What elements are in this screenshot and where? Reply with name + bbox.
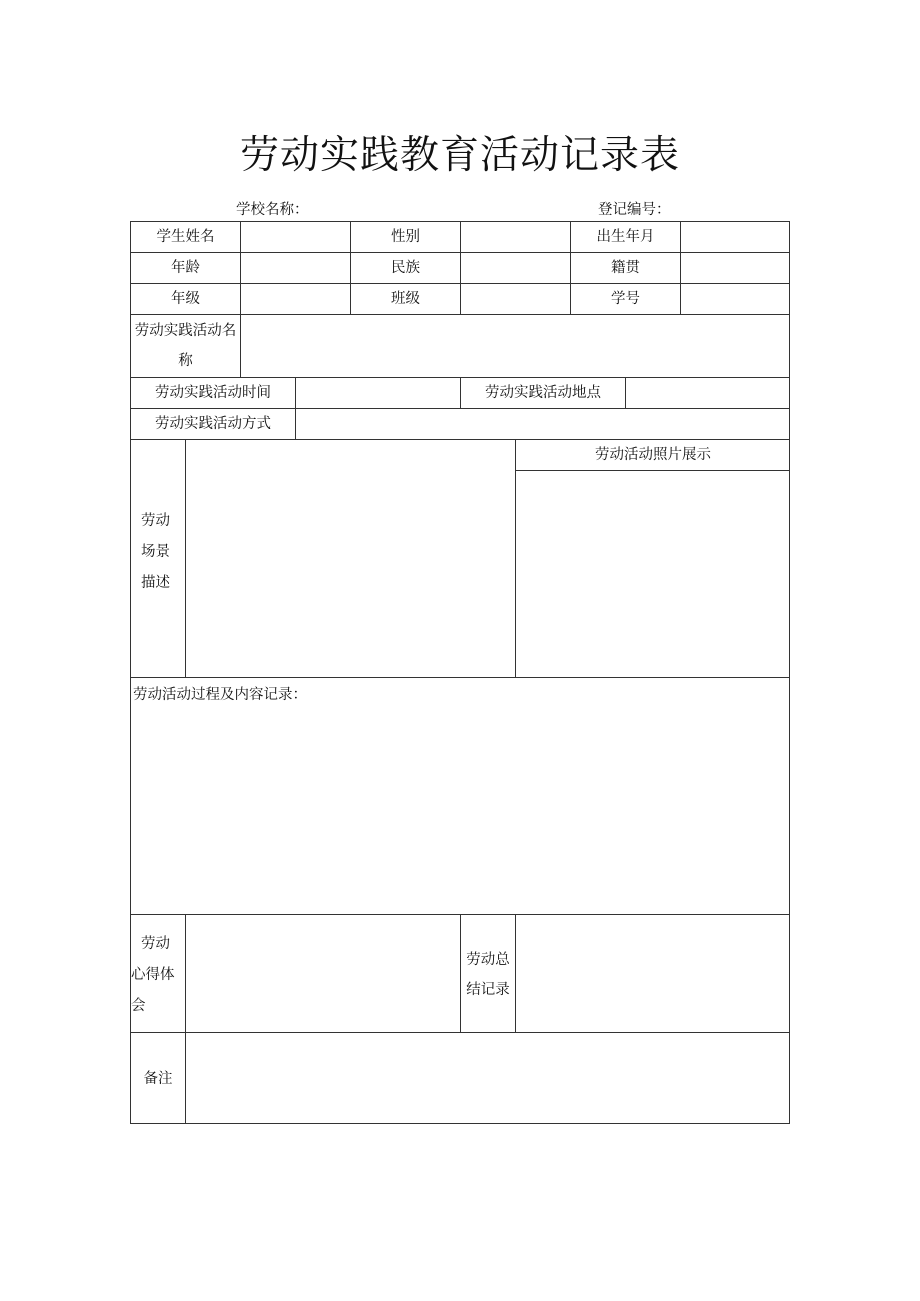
age-label: 年龄 xyxy=(130,252,240,283)
record-form xyxy=(130,221,790,1124)
birth-date-label: 出生年月 xyxy=(570,221,680,252)
school-name-label: 学校名称： xyxy=(236,202,309,218)
scene-label-line3: 描述 xyxy=(141,575,170,591)
student-name-label: 学生姓名 xyxy=(130,221,240,252)
scene-description-label xyxy=(130,439,185,677)
summary-label-line2: 结记录 xyxy=(466,982,510,998)
scene-label-line1: 劳动 xyxy=(141,513,170,529)
photo-display-label: 劳动活动照片展示 xyxy=(515,439,790,470)
gender-field[interactable] xyxy=(460,221,570,252)
activity-time-field[interactable] xyxy=(295,377,460,408)
summary-field[interactable] xyxy=(515,914,790,1032)
insight-label-line3: 会 xyxy=(131,998,146,1014)
native-place-label: 籍贯 xyxy=(570,252,680,283)
gender-label: 性别 xyxy=(350,221,460,252)
summary-label xyxy=(460,914,515,1032)
ethnicity-label: 民族 xyxy=(350,252,460,283)
activity-time-label: 劳动实践活动时间 xyxy=(130,377,295,408)
age-field[interactable] xyxy=(240,252,350,283)
activity-mode-label: 劳动实践活动方式 xyxy=(130,408,295,439)
student-number-field[interactable] xyxy=(680,283,790,314)
process-record-field[interactable] xyxy=(130,677,790,914)
ethnicity-field[interactable] xyxy=(460,252,570,283)
activity-name-label-line2: 称 xyxy=(178,353,193,369)
birth-date-field[interactable] xyxy=(680,221,790,252)
summary-label-line1: 劳动总 xyxy=(466,952,510,968)
activity-name-field[interactable] xyxy=(240,314,790,377)
insight-field[interactable] xyxy=(185,914,460,1032)
activity-place-field[interactable] xyxy=(625,377,790,408)
class-field[interactable] xyxy=(460,283,570,314)
activity-name-label-line1: 劳动实践活动名 xyxy=(134,323,237,339)
scene-description-field[interactable] xyxy=(185,439,515,677)
process-record-label: 劳动活动过程及内容记录： xyxy=(133,687,307,703)
scene-label-line2: 场景 xyxy=(141,544,170,560)
activity-place-label: 劳动实践活动地点 xyxy=(460,377,625,408)
activity-mode-field[interactable] xyxy=(295,408,790,439)
remark-label: 备注 xyxy=(130,1032,185,1124)
photo-display-area[interactable] xyxy=(515,470,790,677)
student-number-label: 学号 xyxy=(570,283,680,314)
grade-label: 年级 xyxy=(130,283,240,314)
activity-name-label xyxy=(130,314,240,377)
student-name-field[interactable] xyxy=(240,221,350,252)
insight-label-line1: 劳动 xyxy=(141,936,170,952)
class-label: 班级 xyxy=(350,283,460,314)
grade-field[interactable] xyxy=(240,283,350,314)
native-place-field[interactable] xyxy=(680,252,790,283)
remark-field[interactable] xyxy=(185,1032,790,1124)
insight-label-line2: 心得体 xyxy=(131,967,175,983)
page-title: 劳动实践教育活动记录表 xyxy=(239,133,680,178)
registration-number-label: 登记编号： xyxy=(598,202,671,218)
insight-label xyxy=(130,914,185,1032)
